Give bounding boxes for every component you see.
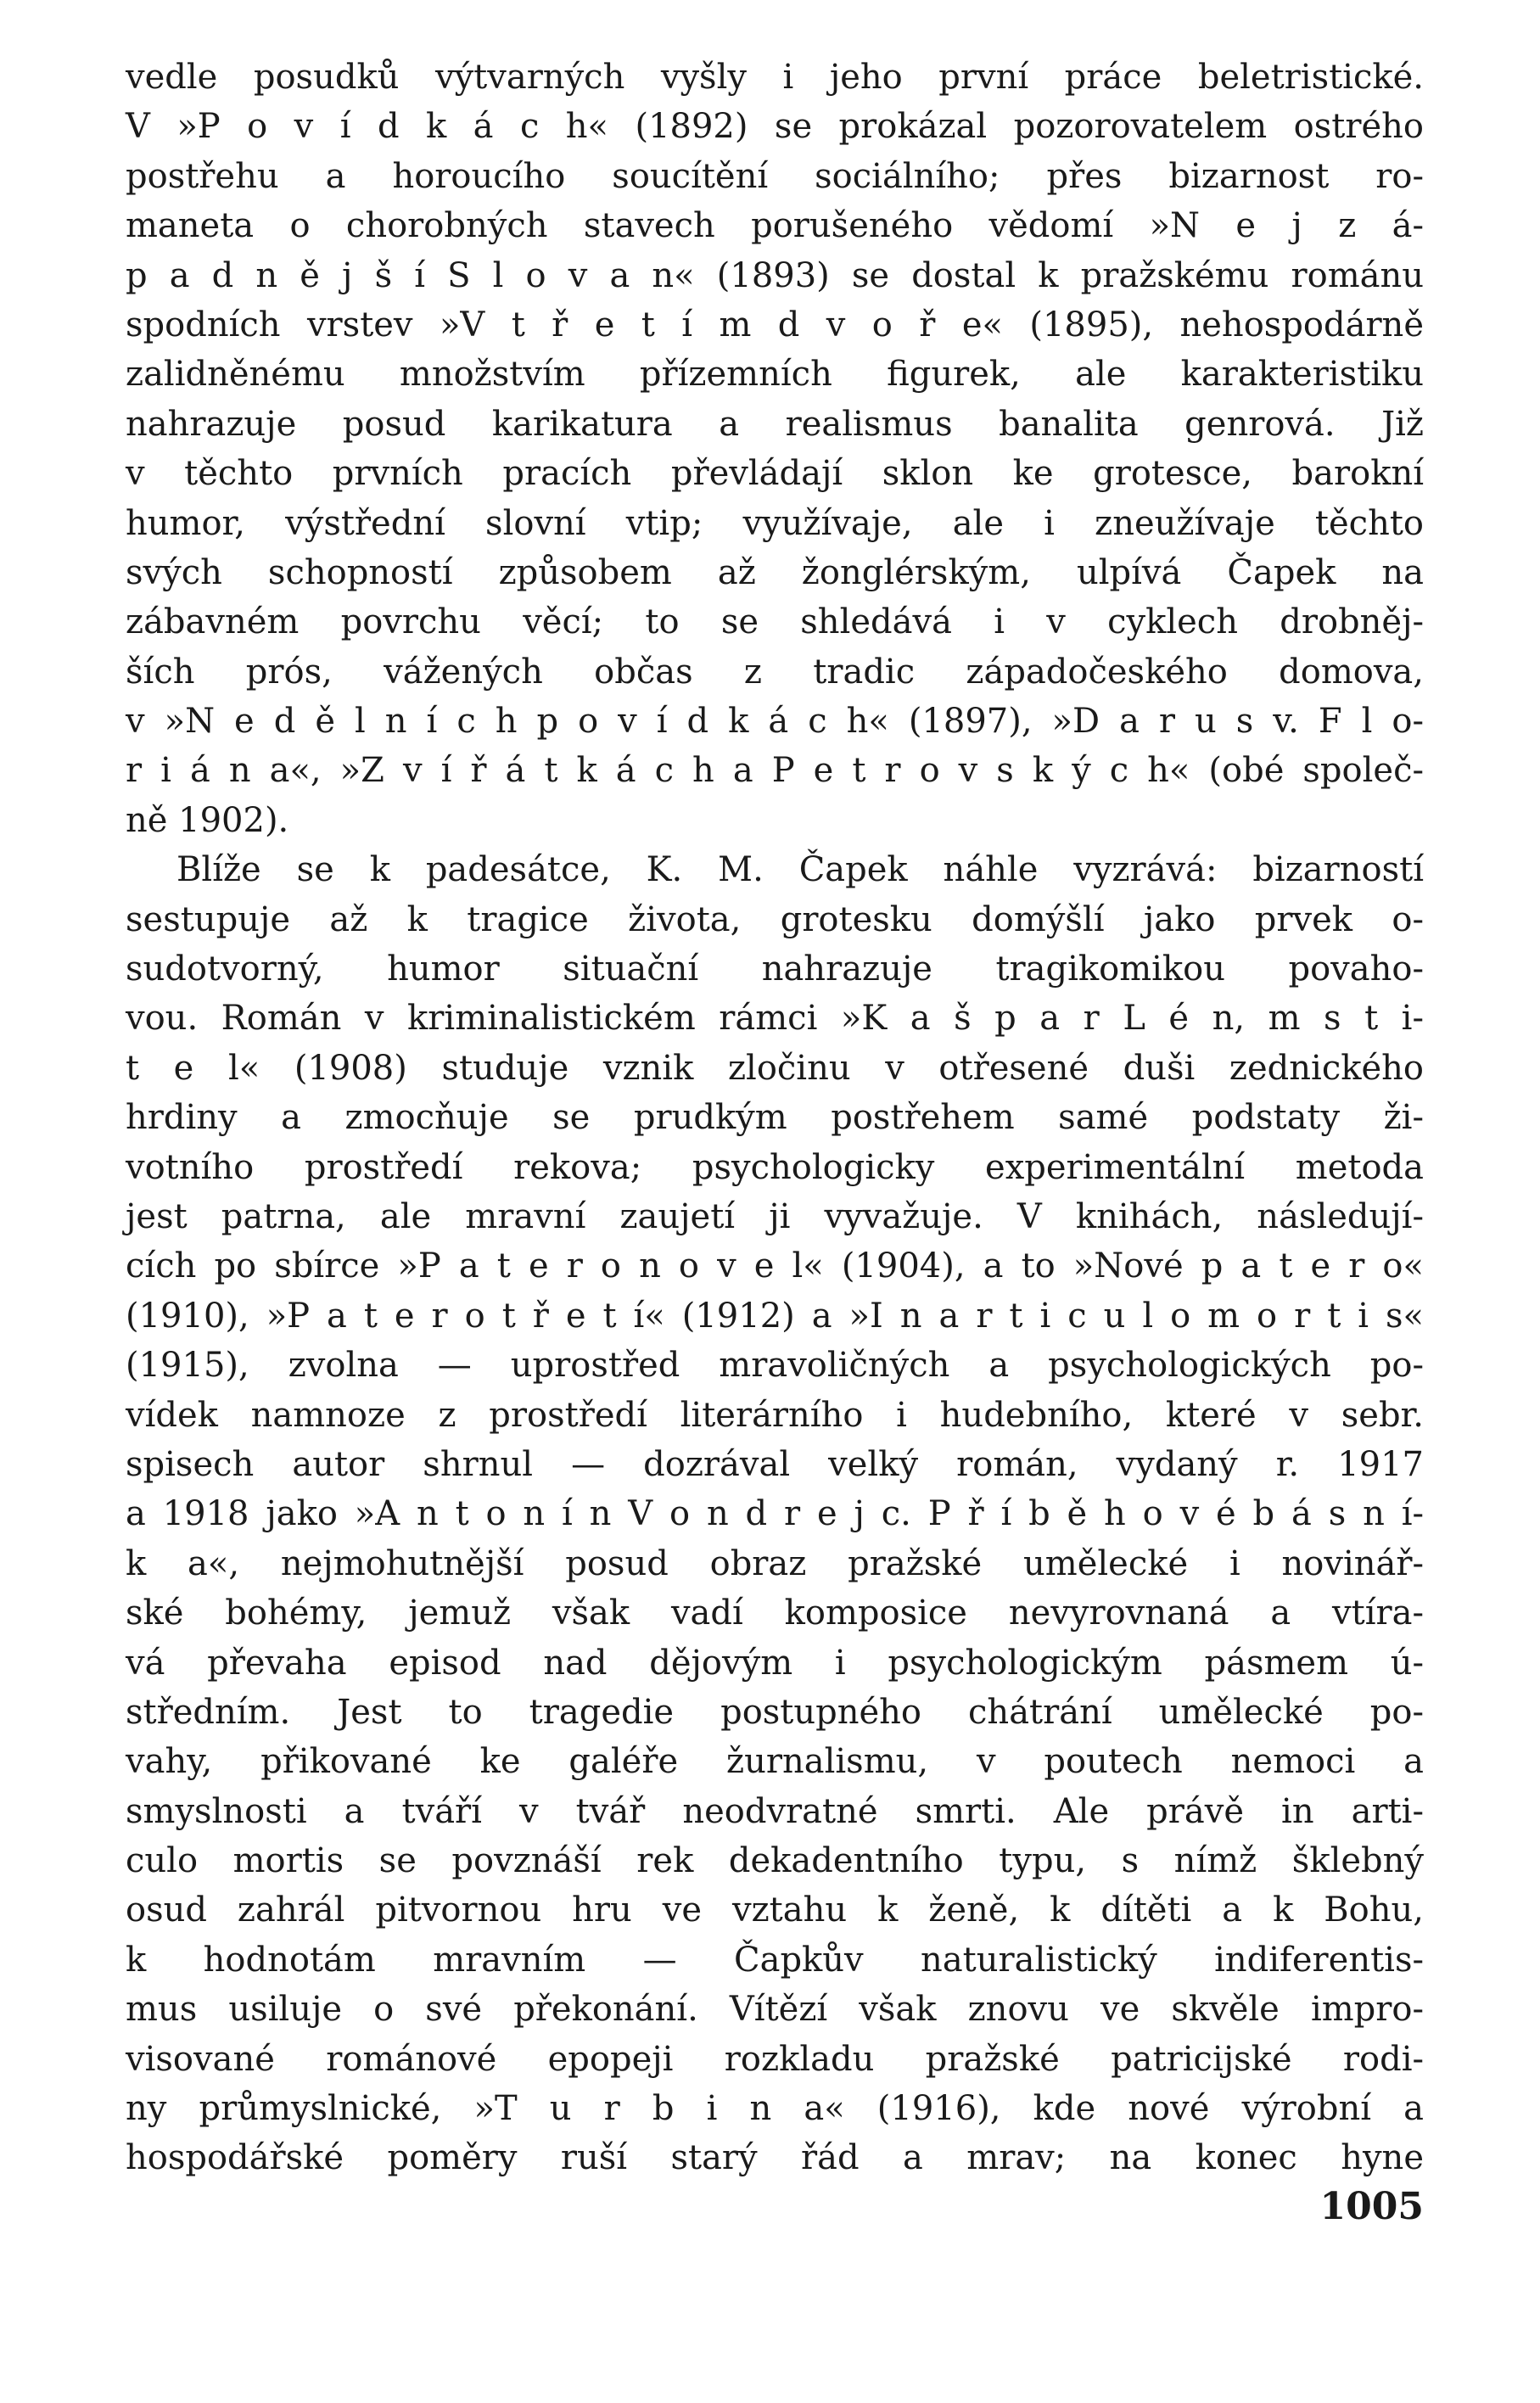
text-line: hrdiny a zmocňuje se prudkým postřehem samé podstaty ži- bbox=[126, 1098, 1424, 1138]
text-line: středním. Jest to tragedie postupného chátrání umělecké po- bbox=[126, 1692, 1424, 1732]
page-number: 1005 bbox=[1319, 2185, 1424, 2228]
text-line: v »N e d ě l n í c h p o v í d k á c h« (1897), »D a r u s v. F l o- bbox=[126, 702, 1424, 742]
text-line: mus usiluje o své překonání. Vítězí však znovu ve skvěle impro- bbox=[126, 1990, 1424, 2030]
text-line: k hodnotám mravním — Čapkův naturalistický indiferentis- bbox=[126, 1940, 1424, 1980]
text-line: maneta o chorobných stavech porušeného vědomí »N e j z á- bbox=[126, 206, 1424, 246]
text-line: r i á n a«, »Z v í ř á t k á c h a P e t r o v s k ý c h« (obé společ- bbox=[126, 751, 1424, 791]
text-line: zábavném povrchu věcí; to se shledává i v cyklech drobněj- bbox=[126, 602, 1424, 642]
text-line: visované románové epopeji rozkladu pražské patricijské rodi- bbox=[126, 2039, 1424, 2079]
text-line: vahy, přikované ke galéře žurnalismu, v poutech nemoci a bbox=[126, 1742, 1424, 1782]
text-line: (1910), »P a t e r o t ř e t í« (1912) a »I n a r t i c u l o m o r t i s« bbox=[126, 1296, 1424, 1336]
text-line: cích po sbírce »P a t e r o n o v e l« (1904), a to »Nové p a t e r o« bbox=[126, 1246, 1424, 1286]
text-line: smyslnosti a tváří v tvář neodvratné smrti. Ale právě in arti- bbox=[126, 1791, 1424, 1831]
page-body bbox=[126, 53, 1424, 2183]
text-line: nahrazuje posud karikatura a realismus banalita genrová. Již bbox=[126, 404, 1424, 444]
text-line: vou. Román v kriminalistickém rámci »K a š p a r L é n, m s t i- bbox=[126, 999, 1424, 1039]
text-line: vá převaha episod nad dějovým i psychologickým pásmem ú- bbox=[126, 1643, 1424, 1683]
text-line: svých schopností způsobem až žonglérským, ulpívá Čapek na bbox=[126, 552, 1424, 592]
text-line: osud zahrál pitvornou hru ve vztahu k ženě, k dítěti a k Bohu, bbox=[126, 1890, 1424, 1930]
text-line: V »P o v í d k á c h« (1892) se prokázal pozorovatelem ostrého bbox=[126, 107, 1424, 147]
text-line: hospodářské poměry ruší starý řád a mrav; na konec hyne bbox=[126, 2138, 1424, 2178]
text-line: jest patrna, ale mravní zaujetí ji vyvažuje. V knihách, následují- bbox=[126, 1196, 1424, 1236]
text-line: t e l« (1908) studuje vznik zločinu v otřesené duši zednického bbox=[126, 1048, 1424, 1088]
text-line: spisech autor shrnul — dozrával velký román, vydaný r. 1917 bbox=[126, 1444, 1424, 1484]
text-line: p a d n ě j š í S l o v a n« (1893) se dostal k pražskému románu bbox=[126, 255, 1424, 295]
text-line: sestupuje až k tragice života, grotesku domýšlí jako prvek o- bbox=[126, 899, 1424, 939]
text-line: culo mortis se povznáší rek dekadentního typu, s nímž šklebný bbox=[126, 1841, 1424, 1881]
text-line: spodních vrstev »V t ř e t í m d v o ř e« (1895), nehospodárně bbox=[126, 305, 1424, 344]
text-line: ské bohémy, jemuž však vadí komposice nevyrovnaná a vtíra- bbox=[126, 1594, 1424, 1633]
text-line: sudotvorný, humor situační nahrazuje tragikomikou povaho- bbox=[126, 949, 1424, 989]
paragraph-1 bbox=[126, 53, 1424, 845]
text-line: vedle posudků výtvarných vyšly i jeho první práce beletristické. bbox=[126, 58, 1424, 97]
text-line: ně 1902). bbox=[126, 800, 289, 840]
text-line: humor, výstřední slovní vtip; využívaje, ale i zneužívaje těchto bbox=[126, 503, 1424, 543]
text-line: (1915), zvolna — uprostřed mravoličných a psychologických po- bbox=[126, 1346, 1424, 1386]
text-line: postřehu a horoucího soucítění sociálního; přes bizarnost ro- bbox=[126, 156, 1424, 196]
text-line: votního prostředí rekova; psychologicky experimentální metoda bbox=[126, 1147, 1424, 1187]
text-line: zalidněnému množstvím přízemních figurek, ale karakteristiku bbox=[126, 355, 1424, 395]
text-line: k a«, nejmohutnější posud obraz pražské umělecké i novinář- bbox=[126, 1543, 1424, 1583]
text-line: ších prós, vážených občas z tradic západočeského domova, bbox=[126, 652, 1424, 692]
text-line: v těchto prvních pracích převládají sklon ke grotesce, barokní bbox=[126, 454, 1424, 494]
text-line: a 1918 jako »A n t o n í n V o n d r e j c. P ř í b ě h o v é b á s n í- bbox=[126, 1494, 1424, 1534]
text-line: ny průmyslnické, »T u r b i n a« (1916), kde nové výrobní a bbox=[126, 2089, 1424, 2129]
text-line: vídek namnoze z prostředí literárního i hudebního, které v sebr. bbox=[126, 1395, 1424, 1435]
paragraph-2 bbox=[126, 845, 1424, 2183]
text-line: Blíže se k padesátce, K. M. Čapek náhle vyzrává: bizarností bbox=[176, 850, 1424, 890]
